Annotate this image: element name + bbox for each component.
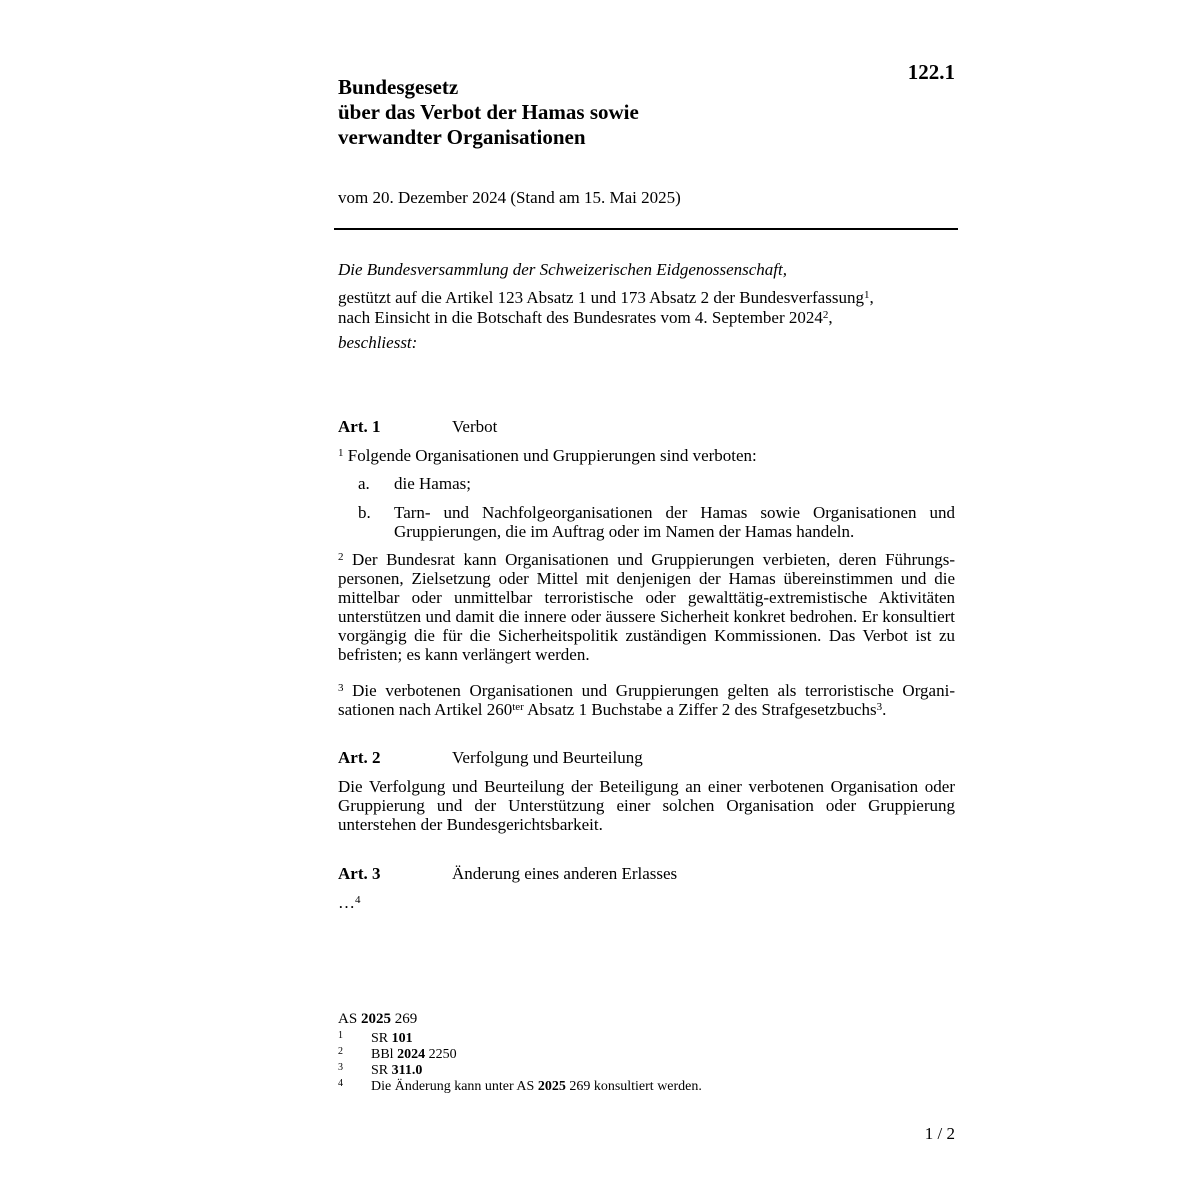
footnote-ref[interactable]: 4: [355, 894, 361, 906]
sr-number: 122.1: [907, 60, 955, 84]
page-number: 1 / 2: [924, 1124, 955, 1143]
preamble-resolves: beschliesst:: [338, 333, 418, 352]
paragraph-text: Die verbotenen Organisationen und Gruppierungen gelten als terroristische Organisationen nach Artikel 260: [338, 681, 955, 719]
preamble-basis: [338, 288, 955, 307]
punctuation: .: [882, 700, 887, 719]
paragraph-text: Folgende Organisationen und Gruppierungen sind verboten:: [347, 446, 757, 465]
ellipsis: …: [338, 893, 355, 912]
article-heading: [338, 748, 643, 768]
article-number: Art. 1: [338, 417, 381, 436]
article-paragraph: Die Verfolgung und Beurteilung der Beteiligung an einer verbotenen Organisation oder Gruppierung und der Unterstützung einer solchen Organisation oder Gruppierung unterstehen der Bundesgerichtsbarkeit.: [338, 777, 955, 834]
paragraph-text: Absatz 1 Buchstabe a Ziffer 2 des Strafgesetzbuchs: [523, 700, 877, 719]
footnote-number: 1: [338, 1030, 343, 1041]
article-paragraph: [338, 681, 955, 719]
title-line: über das Verbot der Hamas sowie: [338, 100, 639, 124]
list-text: die Hamas;: [394, 474, 471, 493]
article-heading: [338, 417, 497, 437]
article-paragraph: [338, 446, 955, 465]
footnote-number: 3: [338, 1062, 343, 1073]
article-paragraph: [338, 550, 955, 664]
list-letter: b.: [358, 503, 371, 522]
footnote-ref[interactable]: 2: [822, 309, 829, 321]
article-title: Verbot: [452, 417, 498, 436]
footnote-text: BBl 2024 2250: [371, 1047, 457, 1062]
preamble-basis-text: gestützt auf die Artikel 123 Absatz 1 und 173 Absatz 2 der Bundesverfassung: [338, 288, 864, 307]
title-divider: [334, 228, 958, 230]
document-title: [338, 75, 798, 150]
superscript-ter: ter: [512, 701, 524, 713]
footnote-text: SR 311.0: [371, 1063, 423, 1078]
paragraph-number: 3: [338, 682, 344, 694]
footnote-ref[interactable]: 3: [876, 701, 883, 713]
paragraph-text: Der Bundesrat kann Organisationen und Gruppierungen verbieten, deren Führungspersonen, Zielsetzung oder Mittel mit denjenigen der Hamas übereinstimmen und die mittelbar oder unmittelbar terroristische oder gewalttätig-extremistische Aktivitäten unterstützen und damit die innere oder äussere Sicherheit konkret bedrohen. Er konsultiert vorgängig die für die Sicherheitspolitik zuständigen Kommissionen. Das Verbot ist zu befristen; es kann verlängert werden.: [338, 550, 955, 664]
article-heading: [338, 864, 677, 884]
title-line: Bundesgesetz: [338, 75, 459, 99]
article-number: Art. 3: [338, 864, 381, 883]
list-item: [338, 474, 955, 494]
list-text: Tarn- und Nachfolgeorganisationen der Hamas sowie Organisationen und Gruppierungen, die im Auftrag oder im Namen der Hamas handeln.: [394, 503, 955, 541]
article-number: Art. 2: [338, 748, 381, 767]
footnote-text: Die Änderung kann unter AS 2025 269 konsultiert werden.: [371, 1079, 702, 1094]
title-line: verwandter Organisationen: [338, 125, 586, 149]
punctuation: ,: [828, 308, 833, 327]
list-item: [338, 503, 955, 543]
article-title: Änderung eines anderen Erlasses: [452, 864, 678, 883]
footnote-number: 2: [338, 1046, 343, 1057]
footnote-text: SR 101: [371, 1031, 413, 1046]
as-prefix: AS: [338, 1011, 361, 1027]
official-compilation-ref: [338, 1011, 417, 1028]
preamble-message: [338, 308, 955, 327]
footnote-number: 4: [338, 1078, 343, 1089]
paragraph-number: 1: [338, 447, 344, 459]
footnote-ref[interactable]: 1: [863, 289, 870, 301]
document-date: vom 20. Dezember 2024 (Stand am 15. Mai 2025): [338, 188, 681, 207]
preamble-message-text: nach Einsicht in die Botschaft des Bundesrates vom 4. September 2024: [338, 308, 823, 327]
list-letter: a.: [358, 474, 370, 493]
article-title: Verfolgung und Beurteilung: [452, 748, 643, 767]
as-year: 2025: [360, 1011, 391, 1027]
as-page: 269: [390, 1011, 418, 1027]
paragraph-number: 2: [338, 551, 344, 563]
preamble-authority: Die Bundesversammlung der Schweizerischen Eidgenossenschaft,: [338, 260, 787, 279]
article-placeholder: [338, 893, 955, 912]
punctuation: ,: [869, 288, 874, 307]
